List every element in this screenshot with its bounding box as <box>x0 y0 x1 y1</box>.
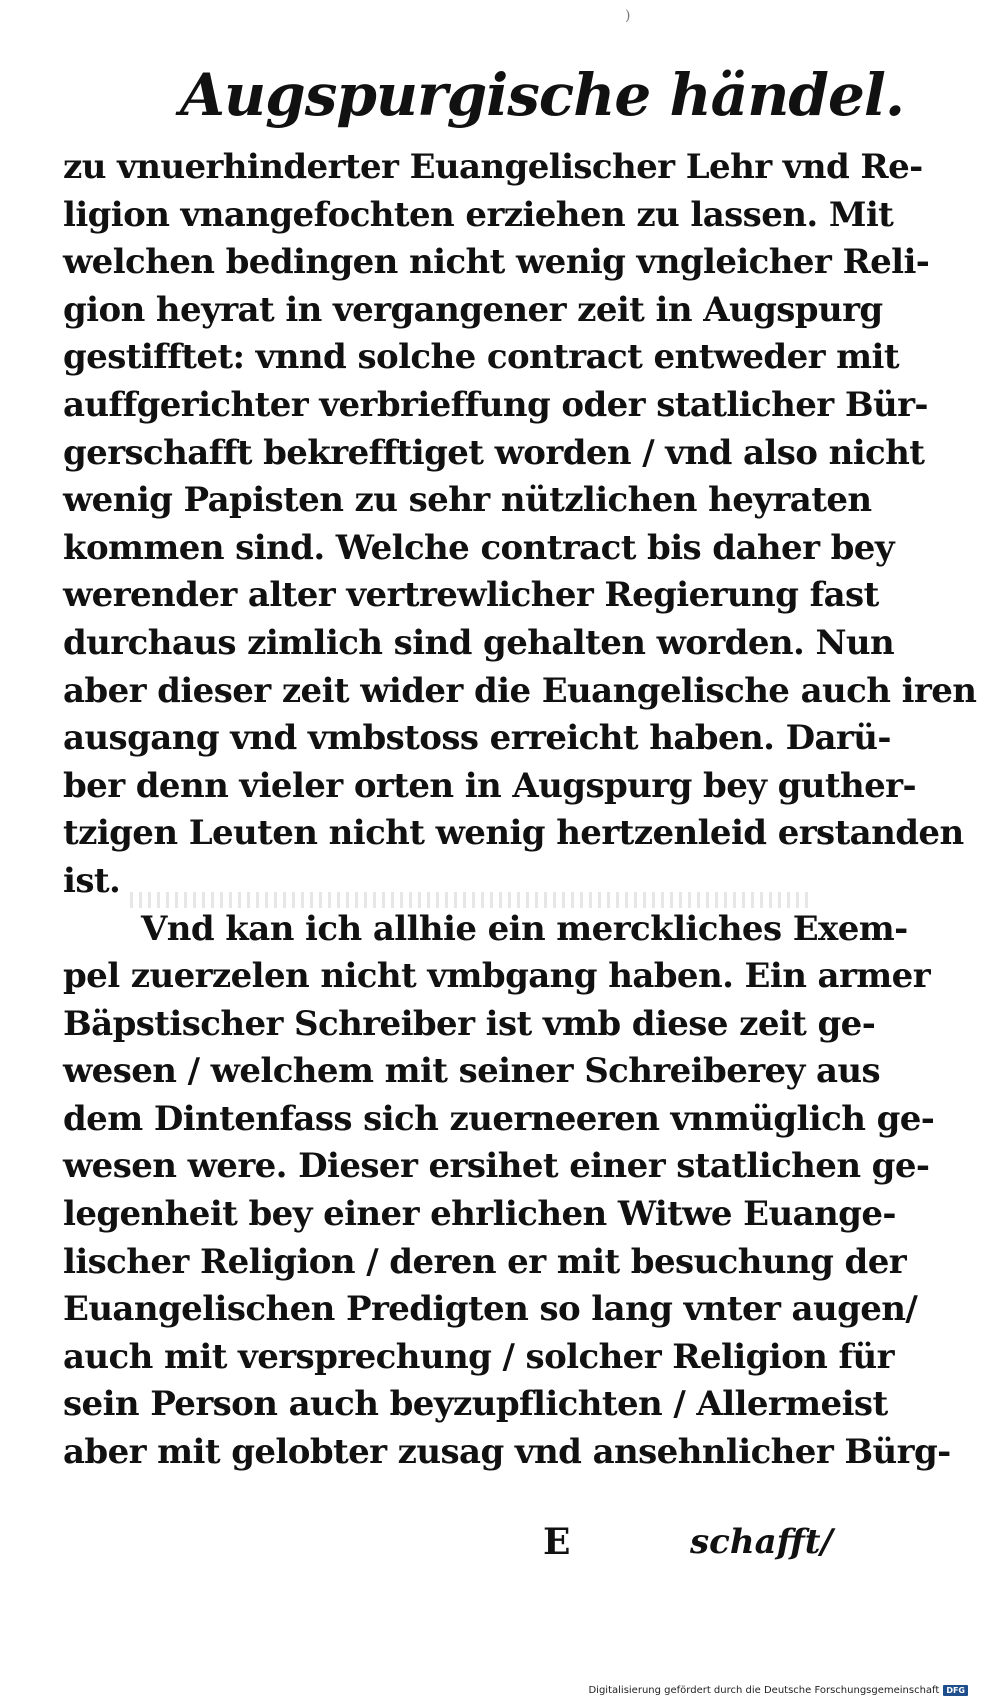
credit-text: Digitalisierung gefördert durch die Deutsche Forschungsgemeinschaft <box>588 1685 940 1696</box>
text-line: ist. <box>63 860 121 901</box>
text-line: gion heyrat in vergangener zeit in Augspurg <box>63 289 883 330</box>
text-line: ber denn vieler orten in Augspurg bey guther- <box>63 765 916 806</box>
text-line: legenheit bey einer ehrlichen Witwe Euange- <box>63 1194 896 1235</box>
body-text <box>63 144 977 1477</box>
text-line: sein Person auch beyzupflichten / Allermeist <box>63 1384 888 1425</box>
text-line: pel zuerzelen nicht vmbgang haben. Ein armer <box>63 956 931 997</box>
text-line: aber mit gelobter zusag vnd ansehnlicher Bürg- <box>63 1432 951 1473</box>
text-line: Vnd kan ich allhie ein merckliches Exem- <box>141 908 908 949</box>
text-line: kommen sind. Welche contract bis daher bey <box>63 527 894 568</box>
text-line: werender alter vertrewlicher Regierung fast <box>63 575 879 616</box>
running-head: Augspurgische händel. <box>180 61 905 129</box>
text-line: ausgang vnd vmbstoss erreicht haben. Darü- <box>63 718 891 759</box>
text-line: welchen bedingen nicht wenig vngleicher Reli- <box>63 242 930 283</box>
text-line: gestifftet: vnnd solche contract entweder mit <box>63 337 899 378</box>
corner-mark: ) <box>625 8 631 24</box>
text-line: auffgerichter verbrieffung oder statlicher Bür- <box>63 384 928 425</box>
text-line: aber dieser zeit wider die Euangelische auch iren <box>63 670 977 711</box>
text-line: dem Dintenfass sich zuerneeren vnmüglich ge- <box>63 1098 935 1139</box>
text-line: zu vnuerhinderter Euangelischer Lehr vnd Re- <box>63 147 923 187</box>
text-line: wesen were. Dieser ersihet einer statlichen ge- <box>63 1146 930 1187</box>
page-footer-row <box>0 1518 833 1566</box>
digitization-credit <box>588 1685 968 1696</box>
catchword: schafft/ <box>690 1522 833 1562</box>
text-line: durchaus zimlich sind gehalten worden. Nun <box>63 622 895 663</box>
dfg-logo-icon: DFG <box>943 1685 968 1696</box>
text-line: ligion vnangefochten erziehen zu lassen. Mit <box>63 194 894 235</box>
text-line: tzigen Leuten nicht wenig hertzenleid erstanden <box>63 813 964 854</box>
ink-smudge <box>130 892 810 908</box>
text-line: wesen / welchem mit seiner Schreiberey aus <box>63 1051 881 1092</box>
text-line: lischer Religion / deren er mit besuchung der <box>63 1241 907 1282</box>
signature-mark: E <box>543 1521 571 1563</box>
text-line: Bäpstischer Schreiber ist vmb diese zeit ge- <box>63 1003 876 1044</box>
text-line: auch mit versprechung / solcher Religion für <box>63 1336 894 1377</box>
text-line: gerschafft bekrefftiget worden / vnd also nicht <box>63 432 925 473</box>
text-line: Euangelischen Predigten so lang vnter augen/ <box>63 1289 918 1330</box>
text-line: wenig Papisten zu sehr nützlichen heyraten <box>63 480 872 521</box>
